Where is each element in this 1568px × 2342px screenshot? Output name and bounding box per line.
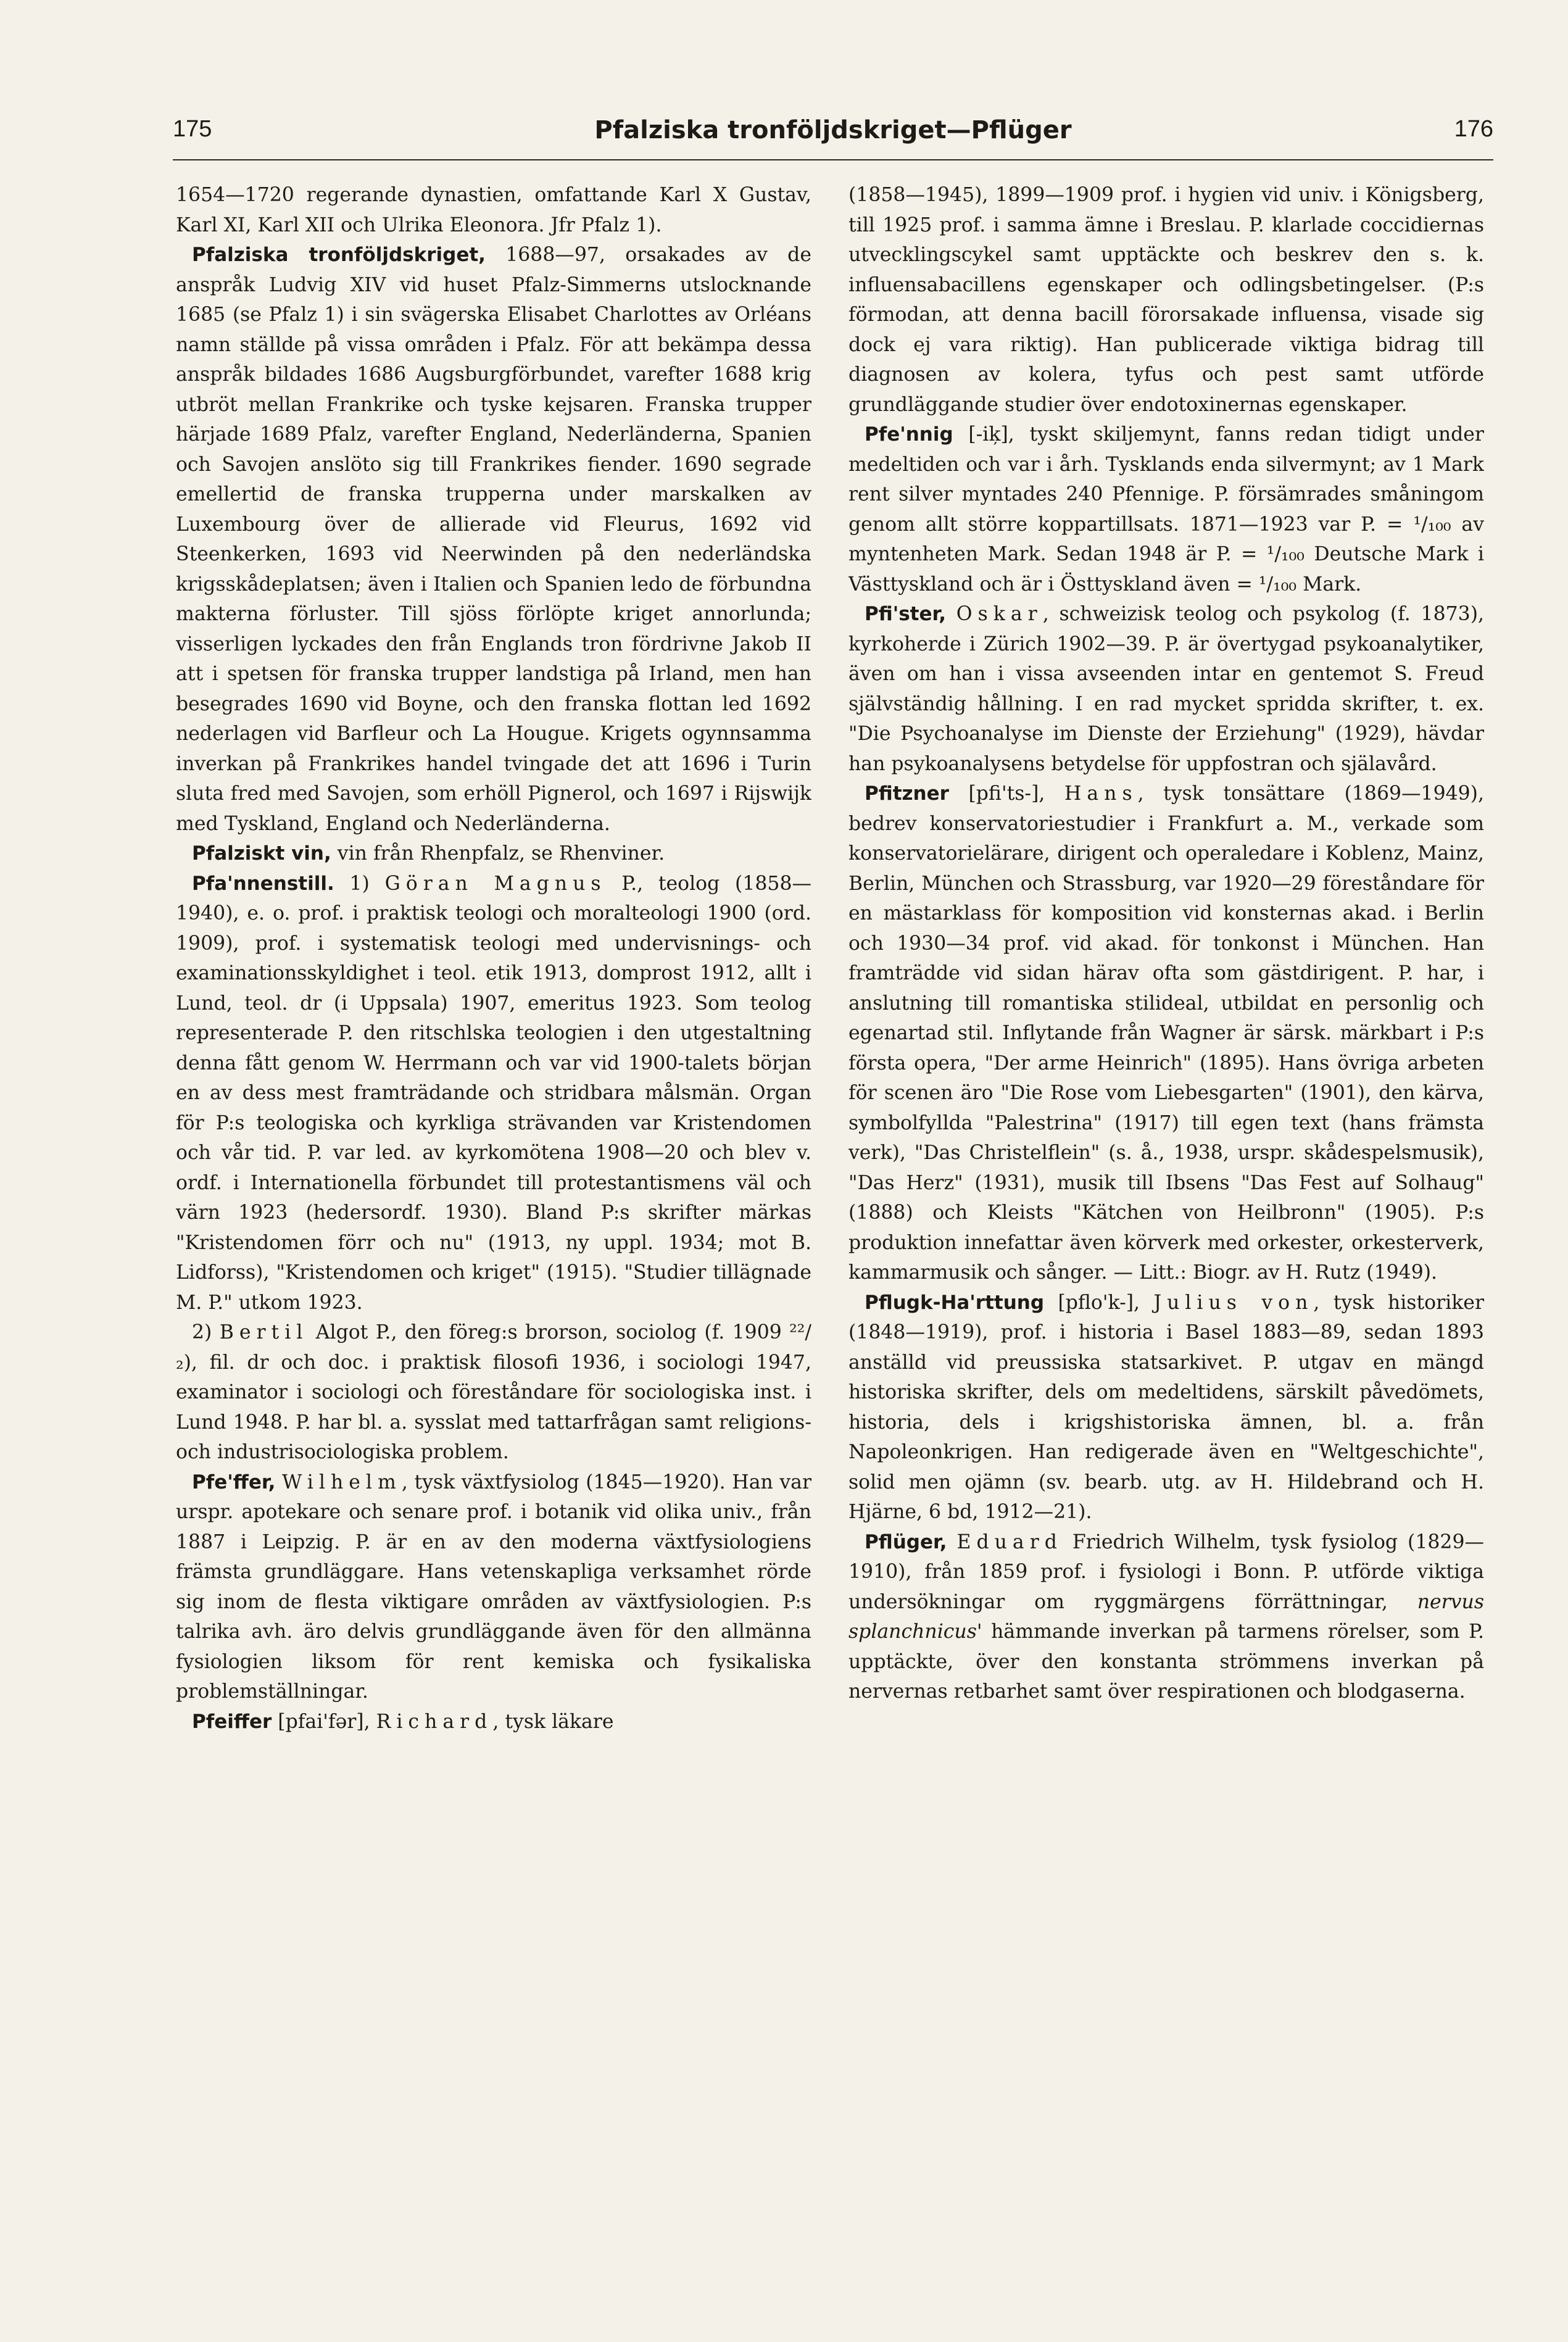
headword: Pflüger, [865,1530,947,1553]
left-column [176,180,811,2303]
headword: Pfalziska tronföljdskriget, [192,244,486,266]
right-page-number: 176 [1454,116,1493,142]
headword: Pfalziskt vin, [192,842,331,865]
entry-pfeiffer: Pfeiffer [pfai'fər], Richard, tysk läkare [192,1710,614,1733]
headword: Pfe'ffer, [192,1471,276,1493]
entry-continuation: 1654—1720 regerande dynastien, omfattande Karl X Gustav, Karl XI, Karl XII och Ulrika Eleonora. Jfr Pfalz 1). [176,184,811,236]
headword: Pfe'nnig [865,423,953,446]
spaced-name: Julius von [1153,1291,1314,1314]
entry-pfalziskt-vin: Pfalziskt vin, vin från Rhenpfalz, se Rhenviner. [192,842,665,865]
entry-pfluger: Pflüger, Eduard Friedrich Wilhelm, tysk fysiolog (1829—1910), från 1859 prof. i fysiologi i Bonn. P. utförde viktiga undersökningar om ryggmärgens förrättningar, nervus splanchnicus' hämmande inverkan på tarmens rörelser, som P. upptäckte, över den konstanta strömmens inverkan på nervernas retbarhet samt över respirationen och blodgaserna. [848,1530,1484,1703]
headword: Pfi'ster, [865,603,946,625]
right-column [848,180,1484,2303]
spaced-name: Bertil [219,1321,309,1343]
spaced-name: Wilhelm [281,1471,402,1493]
headword: Pflugk-Ha'rttung [865,1291,1045,1314]
entry-pfennig: Pfe'nnig [-iķ], tyskt skiljemynt, fanns redan tidigt under medeltiden och var i årh. Tysklands enda silvermynt; av 1 Mark rent silver myntades 240 Pfennige. P. försämrades småningom genom allt större koppartillsats. 1871—1923 var P. = ¹/₁₀₀ av myntenheten Mark. Sedan 1948 är P. = ¹/₁₀₀ Deutsche Mark i Västtyskland och är i Östtyskland även = ¹/₁₀₀ Mark. [848,423,1484,596]
spaced-name: Eduard [956,1530,1063,1553]
spaced-name: Hans [1064,783,1138,805]
headword: Pfeiffer [192,1710,272,1733]
entry-pfannenstill: Pfa'nnenstill. 1) Göran Magnus P., teolog (1858—1940), e. o. prof. i praktisk teologi och moralteologi 1900 (ord. 1909), prof. i systematisk teologi med undervisnings- och examinationsskyldighet i teol. etik 1913, domprost 1912, allt i Lund, teol. dr (i Uppsala) 1907, emeritus 1923. Som teolog representerade P. den ritschlska teologien i den utgestaltning denna fått genom W. Herrmann och var vid 1900-talets början en av dess mest framträdande och stridbara målsmän. Organ för P:s teologiska och kyrkliga strävanden var Kristendomen och vår tid. P. var led. av kyrkomötena 1908—20 och blev v. ordf. i Internationella förbundet till protestantismens väl och värn 1923 (hedersordf. 1930). Bland P:s skrifter märkas "Kristendomen förr och nu" (1913, ny uppl. 1934; mot B. Lidforss), "Kristendomen och kriget" (1915). "Studier tillägnade M. P." utkom 1923. [176,872,811,1314]
entry-pfalziska-tronfoljdskriget: Pfalziska tronföljdskriget, 1688—97, orsakades av de anspråk Ludvig XIV vid huset Pfalz-Simmerns utslocknande 1685 (se Pfalz 1) i sin svägerska Elisabet Charlottes av Orléans namn ställde på vissa områden i Pfalz. För att bekämpa dessa anspråk bildades 1686 Augsburgförbundet, varefter 1688 krig utbröt mellan Frankrike och tyske kejsaren. Franska trupper härjade 1689 Pfalz, varefter England, Nederländerna, Spanien och Savojen anslöto sig till Frankrikes fiender. 1690 segrade emellertid de franska trupperna under marskalken av Luxembourg över de allierade vid Fleurus, 1692 vid Steenkerken, 1693 vid Neerwinden på den nederländska krigsskådeplatsen; även i Italien och Spanien ledo de förbundna makterna förluster. Till sjöss förlöpte kriget annorlunda; visserligen lyckades den från Englands tron fördrivne Jakob II att i spetsen för franska trupper landstiga på Irland, men han besegrades 1690 vid Boyne, och den franska flottan led 1692 nederlagen vid Barfleur och La Hougue. Krigets ogynnsamma inverkan på Frankrikes handel tvingade det att 1696 i Turin sluta fred med Savojen, som erhöll Pignerol, och 1697 i Rijswijk med Tyskland, England och Nederländerna. [176,244,811,835]
left-page-number: 175 [173,116,212,142]
headword: Pfitzner [865,783,949,805]
entry-pfitzner: Pfitzner [pfi'ts-], Hans, tysk tonsättare (1869—1949), bedrev konservatoriestudier i Frankfurt a. M., verkade som konservatorielärare, dirigent och operaledare i Koblenz, Mainz, Berlin, München och Strassburg, var 1920—29 föreståndare för en mästarklass för komposition vid konsternas akad. i Berlin och 1930—34 prof. vid akad. för tonkonst i München. Han framträdde vid sidan härav ofta som gästdirigent. P. har, i anslutning till romantiska stilideal, utbildat en personlig och egenartad stil. Inflytande från Wagner är särsk. märkbart i P:s första opera, "Der arme Heinrich" (1895). Hans övriga arbeten för scenen äro "Die Rose vom Liebesgarten" (1901), den kärva, symbolfyllda "Palestrina" (1917) till egen text (hans främsta verk), "Das Christelflein" (s. å., 1938, urspr. skådespelsmusik), "Das Herz" (1931), musik till Ibsens "Das Fest auf Solhaug" (1888) och Kleists "Kätchen von Heilbronn" (1905). P:s produktion innefattar även körverk med orkester, orkesterverk, kammarmusik och sånger. — Litt.: Biogr. av H. Rutz (1949). [848,783,1484,1284]
header-rule [173,159,1493,160]
entry-continuation: (1858—1945), 1899—1909 prof. i hygien vid univ. i Königsberg, till 1925 prof. i samma ämne i Breslau. P. klarlade coccidiernas utvecklingscykel samt upptäckte och beskrev den s. k. influensabacillens egenskaper och odlingsbetingelser. (P:s förmodan, att denna bacill förorsakade influensa, visade sig dock ej vara riktig). Han publicerade viktiga bidrag till diagnosen av kolera, tyfus och pest samt utförde grundläggande studier över endotoxinernas egenskaper. [848,184,1484,416]
spaced-name: Richard [376,1710,493,1733]
entry-pfister: Pfi'ster, Oskar, schweizisk teolog och psykolog (f. 1873), kyrkoherde i Zürich 1902—39. P. är övertygad psykoanalytiker, även om han i vissa avseenden intar en gentemot S. Freud självständig hållning. I en rad mycket spridda skrifter, t. ex. "Die Psychoanalyse im Dienste der Erziehung" (1929), hävdar han psykoanalysens betydelse för uppfostran och själavård. [848,603,1484,775]
entry-pflugk-harttung: Pflugk-Ha'rttung [pflo'k-], Julius von, tysk historiker (1848—1919), prof. i historia i Basel 1883—89, sedan 1893 anställd vid preussiska statsarkivet. P. utgav en mängd historiska skrifter, dels om medeltidens, särskilt påvedömets, historia, dels i krigshistoriska ämnen, bl. a. från Napoleonkrigen. Han redigerade även en "Weltgeschichte", solid men ojämn (sv. bearb. utg. av H. Hildebrand och H. Hjärne, 6 bd, 1912—21). [848,1291,1484,1523]
spaced-name: Göran Magnus [384,872,607,895]
entry-pfannenstill-2: 2) Bertil Algot P., den föreg:s brorson, sociolog (f. 1909 ²²/₂), fil. dr och doc. i praktisk filosofi 1936, i sociologi 1947, examinator i sociologi och föreståndare för sociologiska inst. i Lund 1948. P. har bl. a. sysslat med tattarfrågan samt religions- och industrisociologiska problem. [176,1321,811,1463]
entry-pfeffer: Pfe'ffer, Wilhelm, tysk växtfysiolog (1845—1920). Han var urspr. apotekare och senare prof. i botanik vid olika univ., från 1887 i Leipzig. P. är en av den moderna växtfysiologiens främsta grundläggare. Hans vetenskapliga verksamhet rörde sig inom de flesta viktigare områden av växtfysiologien. P:s talrika avh. äro delvis grundläggande även för den allmänna fysiologien liksom för rent kemiska och fysikaliska problemställningar. [176,1471,811,1703]
italic-term: nervus splanchnicus' [848,1590,1484,1643]
running-title: Pfalziska tronföljdskriget—Pflüger [594,116,1072,144]
headword: Pfa'nnenstill. [192,872,334,895]
spaced-name: Oskar [956,603,1043,625]
page-header [173,116,1493,172]
